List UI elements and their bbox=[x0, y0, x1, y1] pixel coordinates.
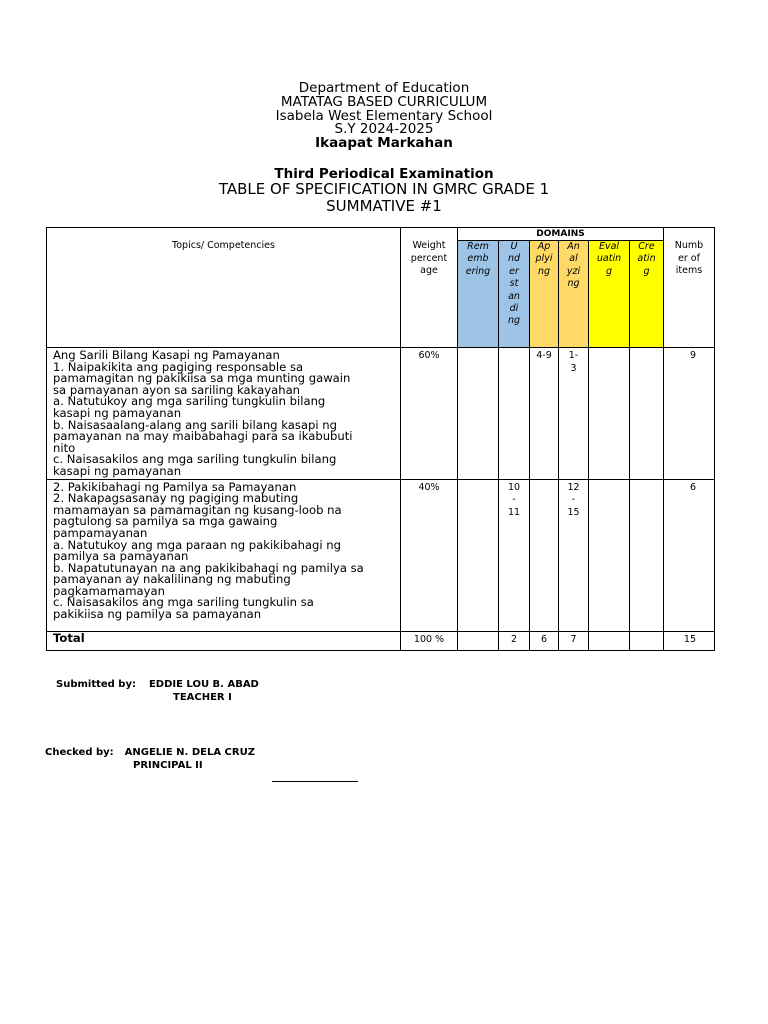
header-topics: Topics/ Competencies bbox=[47, 228, 401, 348]
domain-line: Rem bbox=[467, 241, 489, 252]
submitted-by-label: Submitted by: bbox=[56, 679, 136, 690]
domain-line: ng bbox=[537, 265, 551, 277]
topic-line: Ang Sarili Bilang Kasapi ng Pamayanan bbox=[53, 348, 280, 362]
evaluating-cell bbox=[589, 348, 630, 480]
topic-line: pamayanan na may maibabahagi para sa ikabubuti bbox=[53, 429, 353, 444]
topic-line: kasapi ng pamayanan bbox=[53, 405, 182, 420]
tos-title bbox=[0, 181, 768, 215]
domain-line: ng bbox=[507, 315, 521, 327]
topic-line: pakikiisa ng pamilya sa pamayanan bbox=[53, 607, 262, 622]
domain-line: plyi bbox=[535, 253, 553, 265]
remembering-cell bbox=[458, 479, 499, 631]
domain-line: uatin bbox=[596, 253, 622, 265]
topic-line: kasapi ng pamayanan bbox=[53, 463, 182, 478]
applying-cell bbox=[530, 348, 559, 480]
domain-line: Cre bbox=[638, 241, 655, 252]
header-number-of-items bbox=[664, 228, 715, 348]
domain-line: An bbox=[567, 241, 580, 252]
submitted-by-position: TEACHER I bbox=[173, 692, 232, 703]
applying-cell bbox=[530, 479, 559, 631]
domain-line: U bbox=[510, 241, 518, 252]
topic-line: a. Natutukoy ang mga paraan ng pakikibahagi ng bbox=[53, 537, 342, 552]
domain-line: emb bbox=[467, 253, 489, 265]
weight-cell: 60% bbox=[401, 348, 458, 480]
total-items: 15 bbox=[664, 631, 715, 650]
topic-cell bbox=[47, 479, 401, 631]
domain-line: g bbox=[605, 265, 613, 277]
topic-line: 1. Naipakikita ang pagiging responsable sa bbox=[53, 359, 304, 374]
total-applying: 6 bbox=[530, 631, 559, 650]
item-range: 4-9 bbox=[536, 350, 552, 361]
specification-table bbox=[46, 227, 715, 651]
item-range: - bbox=[571, 494, 576, 506]
domain-line: di bbox=[509, 303, 519, 315]
items-cell: 9 bbox=[664, 348, 715, 480]
domain-analyzing bbox=[559, 241, 589, 348]
understanding-cell bbox=[499, 479, 530, 631]
domain-understanding bbox=[499, 241, 530, 348]
topic-line: mamamayan sa pamamagitan ng kusang-loob na bbox=[53, 502, 342, 517]
topic-line: pagtulong sa pamilya sa mga gawaing bbox=[53, 514, 278, 529]
header-weight bbox=[401, 228, 458, 348]
topic-line: 2. Pakikibahagi ng Pamilya sa Pamayanan bbox=[53, 479, 297, 494]
checked-by-block bbox=[45, 746, 255, 759]
header-quarter: Ikaapat Markahan bbox=[315, 135, 453, 152]
domain-line: Ap bbox=[537, 241, 551, 252]
topic-line: b. Napatutunayan na ang pakikibahagi ng pamilya sa bbox=[53, 560, 364, 575]
analyzing-cell bbox=[559, 479, 589, 631]
domain-line: er bbox=[509, 265, 519, 277]
weight-cell: 40% bbox=[401, 479, 458, 631]
item-range: 11 bbox=[507, 506, 521, 518]
topic-line: a. Natutukoy ang mga sariling tungkulin bilang bbox=[53, 394, 326, 409]
topic-line: c. Naisasakilos ang mga sariling tungkulin bilang bbox=[53, 452, 337, 467]
total-evaluating bbox=[589, 631, 630, 650]
total-label: Total bbox=[47, 631, 401, 650]
total-remembering bbox=[458, 631, 499, 650]
topic-cell bbox=[47, 348, 401, 480]
topic-line: pamilya sa pamayanan bbox=[53, 549, 189, 564]
header-domains: DOMAINS bbox=[458, 228, 664, 241]
topic-line: nito bbox=[53, 440, 76, 455]
header-school: Isabela West Elementary School bbox=[275, 107, 493, 124]
header-weight-line: age bbox=[420, 265, 438, 276]
topic-line: pagkamamamayan bbox=[53, 583, 165, 598]
header-items-line: er of bbox=[678, 252, 700, 264]
domain-line: g bbox=[643, 265, 650, 277]
topic-line: sa pamayanan ayon sa sariling kakayahan bbox=[53, 382, 301, 397]
total-weight: 100 % bbox=[401, 631, 458, 650]
remembering-cell bbox=[458, 348, 499, 480]
header-weight-line: percent bbox=[410, 252, 448, 264]
item-range: - bbox=[512, 494, 516, 506]
signature-line bbox=[272, 781, 358, 782]
tos-title-line-1: TABLE OF SPECIFICATION IN GMRC GRADE 1 bbox=[218, 180, 550, 198]
domain-line: nd bbox=[507, 253, 521, 265]
domain-evaluating bbox=[589, 241, 630, 348]
domain-line: al bbox=[569, 253, 578, 265]
total-row bbox=[47, 631, 715, 650]
items-cell: 6 bbox=[664, 479, 715, 631]
checked-by-label: Checked by: bbox=[45, 747, 114, 758]
document-header bbox=[0, 82, 768, 151]
domain-line: st bbox=[509, 278, 519, 290]
domain-creating bbox=[630, 241, 664, 348]
topic-line: b. Naisasaalang-alang ang sarili bilang kasapi ng bbox=[53, 417, 337, 432]
evaluating-cell bbox=[589, 479, 630, 631]
topic-line: pamamagitan ng pakikiisa sa mga munting gawain bbox=[53, 371, 351, 386]
understanding-cell bbox=[499, 348, 530, 480]
header-department: Department of Education bbox=[298, 80, 470, 96]
checked-by-name: ANGELIE N. DELA CRUZ bbox=[124, 747, 255, 758]
topic-line: 2. Nakapagsasanay ng pagiging mabuting bbox=[53, 491, 299, 506]
exam-title: Third Periodical Examination bbox=[274, 166, 494, 182]
domain-line: Eval bbox=[598, 241, 620, 252]
domain-line: an bbox=[508, 290, 520, 302]
header-items-line: items bbox=[675, 265, 703, 276]
item-range: 1- bbox=[568, 350, 579, 361]
header-curriculum: MATATAG BASED CURRICULUM bbox=[280, 93, 488, 110]
checked-by-position: PRINCIPAL II bbox=[133, 760, 203, 771]
table-row bbox=[47, 479, 715, 631]
total-analyzing: 7 bbox=[559, 631, 589, 650]
domain-line: ering bbox=[465, 265, 491, 277]
creating-cell bbox=[630, 348, 664, 480]
header-weight-line: Weight bbox=[412, 240, 446, 251]
item-range: 3 bbox=[570, 362, 577, 374]
domain-line: ng bbox=[567, 278, 580, 290]
item-range: 15 bbox=[567, 506, 580, 518]
header-school-year: S.Y 2024-2025 bbox=[334, 121, 434, 138]
tos-title-line-2: SUMMATIVE #1 bbox=[326, 197, 442, 215]
submitted-by-name: EDDIE LOU B. ABAD bbox=[148, 679, 259, 690]
header-items-line: Numb bbox=[674, 240, 704, 251]
submitted-by-block bbox=[56, 678, 259, 691]
domain-line: yzi bbox=[566, 265, 581, 277]
domain-applying bbox=[530, 241, 559, 348]
total-understanding: 2 bbox=[499, 631, 530, 650]
analyzing-cell bbox=[559, 348, 589, 480]
table-header-row bbox=[47, 228, 715, 241]
topic-line: pamayanan ay nakalilinang ng mabuting bbox=[53, 572, 291, 587]
item-range: 10 bbox=[507, 481, 521, 493]
domain-line: atin bbox=[637, 253, 656, 265]
total-creating bbox=[630, 631, 664, 650]
item-range: 12 bbox=[567, 481, 580, 493]
table-row bbox=[47, 348, 715, 480]
domain-remembering bbox=[458, 241, 499, 348]
creating-cell bbox=[630, 479, 664, 631]
topic-line: c. Naisasakilos ang mga sariling tungkulin sa bbox=[53, 595, 314, 610]
topic-line: pampamayanan bbox=[53, 525, 148, 540]
